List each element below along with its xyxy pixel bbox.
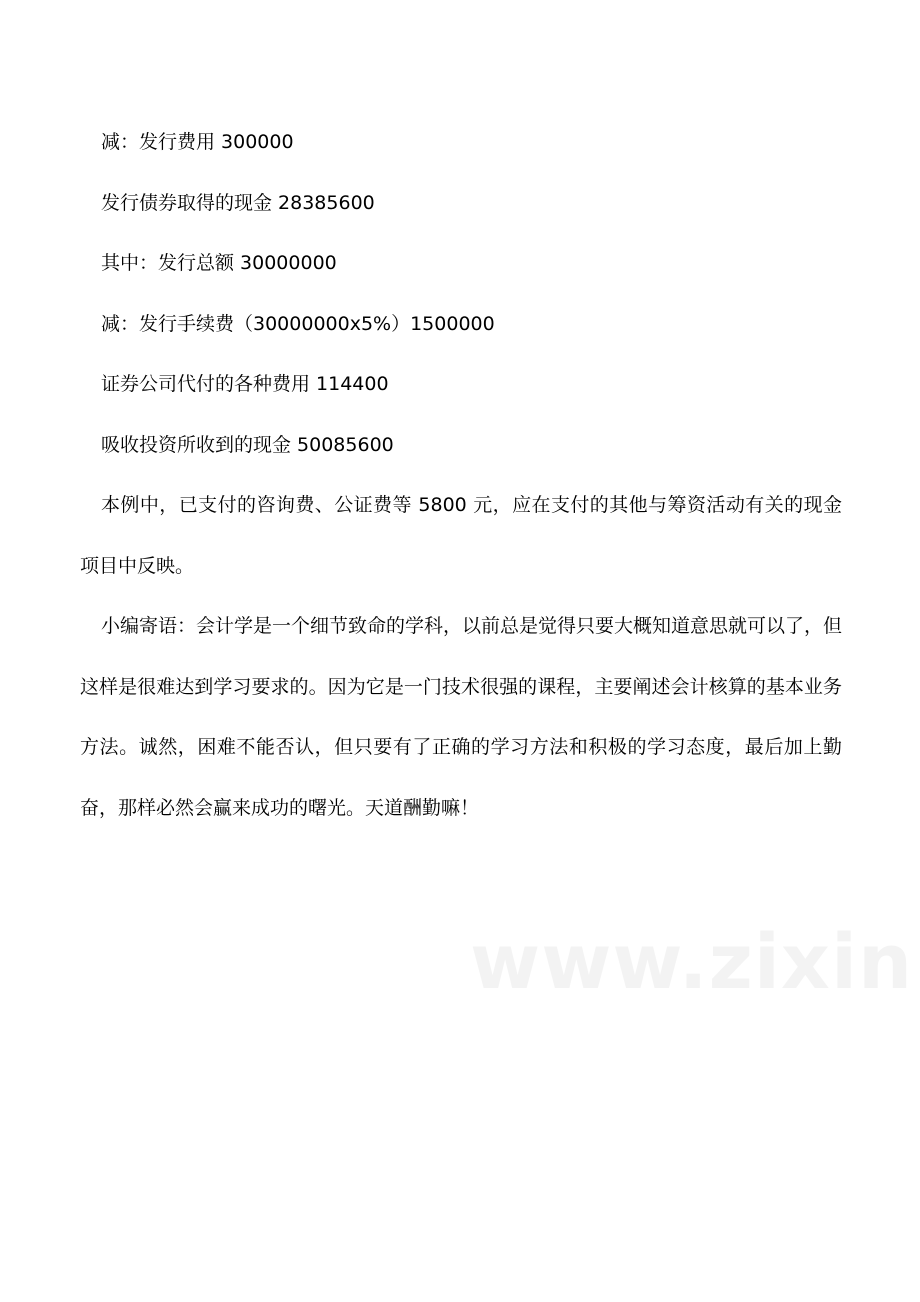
- paragraph-handling-fee: 减：发行手续费（30000000x5%）1500000: [101, 312, 495, 335]
- paragraph-securities-fees: 证券公司代付的各种费用 114400: [101, 373, 389, 395]
- paragraph-total-issue: 其中：发行总额 30000000: [101, 252, 337, 274]
- paragraph-bond-cash: 发行债券取得的现金 28385600: [101, 191, 375, 214]
- paragraph-example-note: 本例中，已支付的咨询费、公证费等 5800 元，应在支付的其他与筹资活动有关的现金项目中反映。: [80, 494, 842, 577]
- paragraph-editor-note: 小编寄语：会计学是一个细节致命的学科，以前总是觉得只要大概知道意思就可以了，但这样是很难达到学习要求的。因为它是一门技术很强的课程，主要阐述会计核算的基本业务方法。诚然，困难不能否认，但只要有了正确的学习方法和积极的学习态度，最后加上勤奋，那样必然会赢来成功的曙光。天道酬勤嘛！: [80, 615, 843, 819]
- watermark: [470, 917, 920, 1006]
- document-body: [80, 112, 842, 838]
- paragraph-investment-cash: 吸收投资所收到的现金 50085600: [101, 433, 394, 456]
- paragraph-issue-fee: 减：发行费用 300000: [101, 131, 294, 153]
